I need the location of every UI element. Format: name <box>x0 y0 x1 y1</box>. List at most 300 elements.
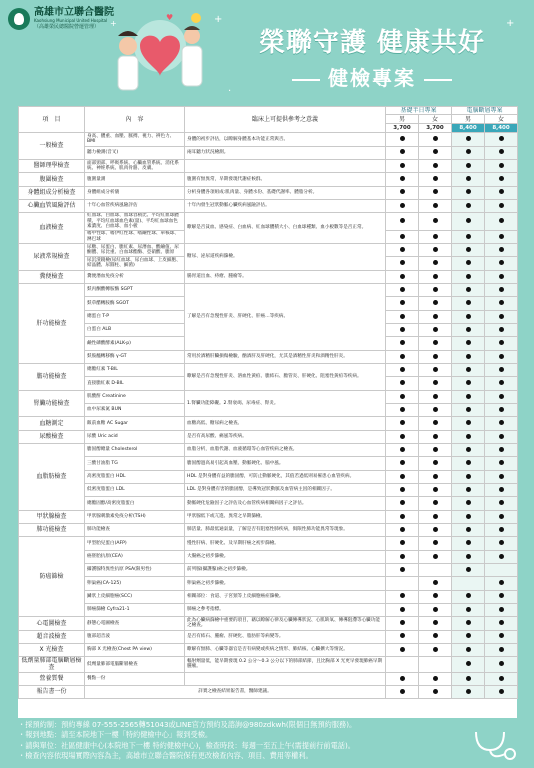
category-cell: 尿液常規檢查 <box>19 243 85 270</box>
content-cell: 總蛋白 T-P <box>85 310 185 323</box>
table-row <box>19 657 518 672</box>
purpose-cell: 血糖高低、糖尿病之檢查。 <box>185 417 386 430</box>
purpose-cell: 大腸癌之初步篩檢。 <box>185 550 386 563</box>
included-mark-cell <box>485 350 518 363</box>
included-dot-icon <box>400 340 405 345</box>
included-mark-cell <box>419 643 452 656</box>
included-dot-icon <box>499 647 504 652</box>
included-dot-icon <box>400 163 405 168</box>
included-dot-icon <box>466 676 471 681</box>
included-mark-cell <box>485 186 518 199</box>
content-cell: 攝護腺特異性抗原 PSA(限男性) <box>85 563 185 576</box>
footer-note: ・請與單位：社區健康中心(本院地下一樓 特約健檢中心)，檢查時段：每週一至五上午(需提前行前電話)。 <box>18 740 355 750</box>
included-mark-cell <box>452 617 485 630</box>
purpose-cell: 甲狀腺低下或亢進、異常之早期篩檢。 <box>185 510 386 523</box>
included-mark-cell <box>386 470 419 483</box>
purpose-cell: 瞭解有無肺、心臟等器官是否有病變或疾病之情形、肺結核、心臟擴大等情況。 <box>185 643 386 656</box>
included-mark-cell <box>452 672 485 685</box>
included-mark-cell <box>419 457 452 470</box>
included-dot-icon <box>466 593 471 598</box>
included-mark-cell <box>419 577 452 590</box>
included-mark-cell <box>452 297 485 310</box>
included-dot-icon <box>433 287 438 292</box>
included-mark-cell <box>452 417 485 430</box>
included-dot-icon <box>400 689 405 694</box>
category-cell: 血糖測定 <box>19 417 85 430</box>
included-mark-cell <box>452 497 485 510</box>
included-mark-cell <box>386 577 419 590</box>
included-dot-icon <box>400 203 405 208</box>
included-dot-icon <box>433 234 438 239</box>
included-mark-cell <box>419 685 452 698</box>
purpose-cell: 是否有高尿酸、痛風等疾病。 <box>185 430 386 443</box>
included-dot-icon <box>400 500 405 505</box>
category-cell: 肺功能檢查 <box>19 523 85 536</box>
included-mark-cell <box>452 146 485 159</box>
category-cell: 營養質餐 <box>19 672 85 685</box>
included-mark-cell <box>419 390 452 403</box>
purpose-cell: 身體的初步評估，以瞭解身體基本功能正常與否。 <box>185 133 386 146</box>
included-mark-cell <box>485 630 518 643</box>
included-dot-icon <box>400 647 405 652</box>
included-mark-cell <box>452 590 485 603</box>
table-row <box>19 270 518 283</box>
included-mark-cell <box>485 337 518 350</box>
table-row <box>19 672 518 685</box>
included-dot-icon <box>499 367 504 372</box>
included-mark-cell <box>485 483 518 496</box>
included-dot-icon <box>499 176 504 181</box>
content-cell: 身高、體重、血壓、脈搏、視力、辨色力、BMI <box>85 133 185 146</box>
included-mark-cell <box>485 457 518 470</box>
included-mark-cell <box>485 146 518 159</box>
included-dot-icon <box>433 447 438 452</box>
included-mark-cell <box>386 377 419 390</box>
included-mark-cell <box>386 257 419 270</box>
included-mark-cell <box>452 377 485 390</box>
included-dot-icon <box>499 460 504 465</box>
included-dot-icon <box>499 189 504 194</box>
content-cell: 鱗狀上皮細胞癌(SCC) <box>85 590 185 603</box>
table-row <box>19 133 518 146</box>
price-half-female: 3,700 <box>419 124 452 133</box>
included-mark-cell <box>485 243 518 256</box>
content-cell: 麩胺醯轉移酶 γ-GT <box>85 350 185 363</box>
included-mark-cell <box>419 159 452 172</box>
included-dot-icon <box>433 514 438 519</box>
doctor-heart-illustration-icon <box>100 6 210 102</box>
included-mark-cell <box>485 323 518 336</box>
purpose-cell: 輻射劑量低，能早期發現 0.2 公分～0.3 公分以下的肺部結節，且比胸部 X 光更早發現肺癌早期腫瘤。 <box>185 657 386 672</box>
included-mark-cell <box>386 430 419 443</box>
included-dot-icon <box>400 380 405 385</box>
included-mark-cell <box>419 657 452 672</box>
header-male: 男 <box>452 115 485 124</box>
included-mark-cell <box>386 643 419 656</box>
hospital-logo-icon <box>8 8 30 30</box>
category-cell: 一般檢查 <box>19 133 85 160</box>
included-dot-icon <box>466 447 471 452</box>
included-dot-icon <box>433 593 438 598</box>
included-mark-cell <box>386 443 419 456</box>
included-mark-cell <box>485 199 518 212</box>
included-mark-cell <box>386 672 419 685</box>
table-row <box>19 577 518 590</box>
table-row <box>19 243 518 256</box>
included-dot-icon <box>433 580 438 585</box>
included-dot-icon <box>433 676 438 681</box>
included-dot-icon <box>433 163 438 168</box>
included-dot-icon <box>466 163 471 168</box>
included-mark-cell <box>452 577 485 590</box>
table-row <box>19 537 518 550</box>
included-mark-cell <box>452 657 485 672</box>
purpose-cell: HDL 是對身體有益的膽固醇，可防止動脈硬化，其值若過低則易罹患心血管疾病。 <box>185 470 386 483</box>
included-mark-cell <box>386 417 419 430</box>
table-row <box>19 199 518 212</box>
included-mark-cell <box>386 590 419 603</box>
included-dot-icon <box>433 189 438 194</box>
included-mark-cell <box>419 283 452 296</box>
purpose-cell: 常用於酒精肝臟損傷檢驗，酗酒肝及肝硬化，尤其是酒精性肝炎和酒精性肝炎。 <box>185 350 386 363</box>
included-dot-icon <box>433 247 438 252</box>
included-mark-cell <box>386 603 419 616</box>
included-mark-cell <box>386 297 419 310</box>
table-row <box>19 159 518 172</box>
included-mark-cell <box>419 630 452 643</box>
content-cell: 麩草醋轉胺酶 SGOT <box>85 297 185 310</box>
included-mark-cell <box>419 443 452 456</box>
content-cell: 靜態心電圖檢查 <box>85 617 185 630</box>
content-cell: 面部頸部、呼吸系統、心臟血管系統、消化系統、神經系統、肌肉骨骼、皮膚。 <box>85 159 185 172</box>
included-dot-icon <box>433 633 438 638</box>
included-dot-icon <box>400 287 405 292</box>
included-mark-cell <box>419 133 452 146</box>
table-row <box>19 617 518 630</box>
included-mark-cell <box>419 617 452 630</box>
included-mark-cell <box>386 483 419 496</box>
included-dot-icon <box>466 434 471 439</box>
stethoscope-icon <box>470 728 520 764</box>
content-cell: 癌胚胎抗原(CEA) <box>85 550 185 563</box>
included-dot-icon <box>400 260 405 265</box>
category-cell: 心臟血管風險評估 <box>19 199 85 212</box>
content-cell: 麩丙酮酸轉胺酶 SGPT <box>85 283 185 296</box>
table-row <box>19 550 518 563</box>
included-dot-icon <box>400 247 405 252</box>
included-mark-cell <box>485 497 518 510</box>
included-mark-cell <box>419 377 452 390</box>
table-row <box>19 590 518 603</box>
included-mark-cell <box>386 363 419 376</box>
purpose-cell: 慢性肝病、肝硬化、及早期肝癌之初步篩檢。 <box>185 537 386 550</box>
included-mark-cell <box>386 685 419 698</box>
included-mark-cell <box>452 685 485 698</box>
category-cell: 心電圖檢查 <box>19 617 85 630</box>
included-mark-cell <box>485 230 518 243</box>
table-row <box>19 213 518 231</box>
included-mark-cell <box>485 283 518 296</box>
included-mark-cell <box>419 213 452 231</box>
included-dot-icon <box>466 474 471 479</box>
included-mark-cell <box>419 417 452 430</box>
included-dot-icon <box>466 527 471 532</box>
included-dot-icon <box>466 234 471 239</box>
content-cell: 三酸甘油脂 TG <box>85 457 185 470</box>
content-cell: 尿沉渣鏡檢(尿紅血球、尿白血球、上皮細胞、結晶體、尿圓柱、細菌) <box>85 257 185 270</box>
svg-text:+: + <box>110 19 117 28</box>
header-banner <box>0 0 534 104</box>
included-dot-icon <box>499 474 504 479</box>
table-row <box>19 417 518 430</box>
included-mark-cell <box>452 510 485 523</box>
included-dot-icon <box>433 354 438 359</box>
content-cell: 飯前血糖 AC Sugar <box>85 417 185 430</box>
included-mark-cell <box>419 497 452 510</box>
included-mark-cell <box>452 563 485 576</box>
included-dot-icon <box>499 633 504 638</box>
included-dot-icon <box>466 203 471 208</box>
hospital-logo <box>8 8 114 30</box>
header-item: 項 目 <box>19 107 85 133</box>
included-dot-icon <box>433 689 438 694</box>
table-row <box>19 685 518 698</box>
svg-text:♥: ♥ <box>166 13 174 22</box>
included-dot-icon <box>400 487 405 492</box>
included-dot-icon <box>499 234 504 239</box>
included-mark-cell <box>452 323 485 336</box>
table-row <box>19 350 518 363</box>
included-dot-icon <box>400 474 405 479</box>
included-dot-icon <box>466 514 471 519</box>
content-cell: 肺癌篩檢 Cyfra21-1 <box>85 603 185 616</box>
purpose-cell: 腸胃道出血、痔瘡、腫瘤等。 <box>185 270 386 283</box>
included-mark-cell <box>485 403 518 416</box>
included-dot-icon <box>499 620 504 625</box>
included-mark-cell <box>386 337 419 350</box>
included-dot-icon <box>400 149 405 154</box>
header-half-day-plan: 基礎半日專案 <box>386 107 452 115</box>
content-cell: 尿酸 Uric acid <box>85 430 185 443</box>
included-mark-cell <box>485 363 518 376</box>
included-mark-cell <box>419 230 452 243</box>
content-cell: 十年心血管疾病風險評估 <box>85 199 185 212</box>
content-cell: 腹部超音波 <box>85 630 185 643</box>
included-mark-cell <box>386 230 419 243</box>
included-dot-icon <box>400 633 405 638</box>
included-dot-icon <box>433 434 438 439</box>
included-mark-cell <box>386 159 419 172</box>
included-mark-cell <box>419 430 452 443</box>
included-mark-cell <box>419 363 452 376</box>
included-dot-icon <box>400 354 405 359</box>
included-dot-icon <box>499 149 504 154</box>
category-cell: 超音波檢查 <box>19 630 85 643</box>
included-mark-cell <box>419 470 452 483</box>
table-row <box>19 563 518 576</box>
price-half-male: 3,700 <box>386 124 419 133</box>
included-dot-icon <box>499 218 504 223</box>
included-mark-cell <box>452 630 485 643</box>
included-dot-icon <box>466 487 471 492</box>
content-cell: 總膽紅素 T-BIL <box>85 363 185 376</box>
included-dot-icon <box>466 607 471 612</box>
included-dot-icon <box>400 420 405 425</box>
included-dot-icon <box>400 136 405 141</box>
content-cell: 鹼性磷酸酵素(ALK-p) <box>85 337 185 350</box>
included-dot-icon <box>499 527 504 532</box>
page-subtitle-text: 健檢專案 <box>328 66 416 90</box>
included-dot-icon <box>400 327 405 332</box>
included-mark-cell <box>452 173 485 186</box>
included-mark-cell <box>386 550 419 563</box>
included-mark-cell <box>419 186 452 199</box>
category-cell: 尿酸檢查 <box>19 430 85 443</box>
included-dot-icon <box>499 287 504 292</box>
included-mark-cell <box>485 173 518 186</box>
category-cell: 血脂肪檢查 <box>19 443 85 510</box>
category-cell: 低劑量肺部電腦斷層檢查 <box>19 657 85 672</box>
included-mark-cell <box>485 685 518 698</box>
included-mark-cell <box>419 199 452 212</box>
included-mark-cell <box>452 270 485 283</box>
hospital-name-en: Kaohsiung Municipal United Hospital <box>34 18 108 23</box>
included-mark-cell <box>386 323 419 336</box>
page-title: 榮聯守護 健康共好 <box>258 28 486 58</box>
included-mark-cell <box>485 257 518 270</box>
content-cell: 糞便潛血免疫分析 <box>85 270 185 283</box>
included-mark-cell <box>485 537 518 550</box>
included-mark-cell <box>386 390 419 403</box>
included-dot-icon <box>400 447 405 452</box>
included-dot-icon <box>400 367 405 372</box>
purpose-cell: 血脂分析，血脂代謝、血液循環等心血管疾病之檢查。 <box>185 443 386 456</box>
included-dot-icon <box>466 149 471 154</box>
included-dot-icon <box>400 620 405 625</box>
included-dot-icon <box>466 407 471 412</box>
purpose-cell: LDL 是對身體有害的膽固醇，是導致冠狀動脈及血管病主因的相關因子。 <box>185 483 386 496</box>
included-dot-icon <box>433 500 438 505</box>
purpose-cell: 十年內發生冠狀動脈心臟疾病風險評估。 <box>185 199 386 212</box>
included-dot-icon <box>400 540 405 545</box>
included-dot-icon <box>499 260 504 265</box>
content-cell: 總膽固醇/高密度脂蛋白 <box>85 497 185 510</box>
included-dot-icon <box>433 407 438 412</box>
content-cell: 腹圍量測 <box>85 173 185 186</box>
header-male: 男 <box>386 115 419 124</box>
category-cell: 身體組成分析檢查 <box>19 186 85 199</box>
included-dot-icon <box>466 218 471 223</box>
included-mark-cell <box>386 199 419 212</box>
content-cell: 身體組成分析儀 <box>85 186 185 199</box>
purpose-cell: 1.腎臟功能障礙。2.腎衰竭、尿毒症、腎炎。 <box>185 390 386 417</box>
included-mark-cell <box>485 563 518 576</box>
included-mark-cell <box>452 483 485 496</box>
content-cell: 甲型胎兒蛋白(AFP) <box>85 537 185 550</box>
included-mark-cell <box>452 186 485 199</box>
table-row <box>19 363 518 376</box>
purpose-cell: 兩耳聽力狀況檢測。 <box>185 146 386 159</box>
included-mark-cell <box>452 537 485 550</box>
included-mark-cell <box>386 537 419 550</box>
content-cell: 膽固醇總量 Cholesterol <box>85 443 185 456</box>
included-mark-cell <box>485 550 518 563</box>
included-dot-icon <box>400 189 405 194</box>
included-mark-cell <box>386 270 419 283</box>
included-dot-icon <box>466 367 471 372</box>
purpose-cell: 分析身體各項組成:肌肉量、身體水份、基礎代謝率、體脂分析。 <box>185 186 386 199</box>
price-ct-male: 8,400 <box>452 124 485 133</box>
table-row <box>19 173 518 186</box>
included-dot-icon <box>466 300 471 305</box>
included-dot-icon <box>466 136 471 141</box>
included-dot-icon <box>433 540 438 545</box>
included-dot-icon <box>466 567 471 572</box>
included-mark-cell <box>485 443 518 456</box>
dot-deco-icon: · <box>228 86 232 97</box>
category-cell: 醫師理學檢查 <box>19 159 85 172</box>
purpose-cell <box>185 672 386 685</box>
included-dot-icon <box>499 500 504 505</box>
included-dot-icon <box>499 420 504 425</box>
included-dot-icon <box>433 367 438 372</box>
included-dot-icon <box>466 500 471 505</box>
included-dot-icon <box>499 514 504 519</box>
included-dot-icon <box>466 380 471 385</box>
table-row <box>19 186 518 199</box>
included-dot-icon <box>466 354 471 359</box>
table-row <box>19 390 518 403</box>
included-dot-icon <box>466 689 471 694</box>
included-mark-cell <box>485 390 518 403</box>
included-dot-icon <box>466 633 471 638</box>
header-female: 女 <box>419 115 452 124</box>
included-mark-cell <box>452 363 485 376</box>
footer-notes <box>18 720 517 762</box>
category-cell: 血液檢查 <box>19 213 85 244</box>
included-mark-cell <box>386 146 419 159</box>
included-dot-icon <box>499 163 504 168</box>
included-dot-icon <box>400 460 405 465</box>
content-cell: 甲狀腺刺激素免疫分析(TSH) <box>85 510 185 523</box>
included-dot-icon <box>400 607 405 612</box>
header-content: 內 容 <box>85 107 185 133</box>
included-mark-cell <box>452 243 485 256</box>
included-mark-cell <box>485 297 518 310</box>
table-row <box>19 146 518 159</box>
included-mark-cell <box>452 213 485 231</box>
included-mark-cell <box>386 173 419 186</box>
content-cell: 尿糖、尿蛋白、膽紅素、尿潛血、酸鹼值、尿酮體、尿比重、白血球酯酶、亞硝酸、膽原 <box>85 243 185 256</box>
included-dot-icon <box>433 260 438 265</box>
included-mark-cell <box>485 417 518 430</box>
included-dot-icon <box>433 340 438 345</box>
included-dot-icon <box>499 434 504 439</box>
table-row <box>19 523 518 536</box>
content-cell: 嗜中性球、嗜伊紅性球、嗜鹼性球、單核球、淋巴球 <box>85 230 185 243</box>
included-mark-cell <box>452 283 485 296</box>
included-mark-cell <box>386 630 419 643</box>
included-dot-icon <box>499 487 504 492</box>
included-mark-cell <box>452 337 485 350</box>
header-purpose: 臨床上可提供參考之意義 <box>185 107 386 133</box>
included-dot-icon <box>400 394 405 399</box>
included-dot-icon <box>499 540 504 545</box>
included-dot-icon <box>466 394 471 399</box>
included-dot-icon <box>400 314 405 319</box>
included-dot-icon <box>433 327 438 332</box>
included-dot-icon <box>433 487 438 492</box>
